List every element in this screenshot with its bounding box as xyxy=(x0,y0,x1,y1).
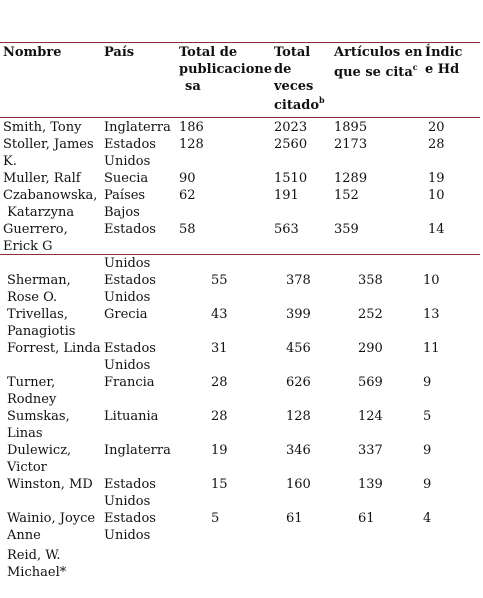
author-country-cont: Unidos xyxy=(104,494,151,509)
citing-articles: 2173 xyxy=(334,137,368,152)
total-publications: 15 xyxy=(211,477,228,492)
total-citations: 563 xyxy=(274,222,299,237)
h-index: 19 xyxy=(428,171,445,186)
total-publications: 55 xyxy=(211,273,228,288)
author-name: Dulewicz, xyxy=(7,443,72,458)
author-country-cont: Unidos xyxy=(104,358,151,373)
total-citations: 2560 xyxy=(274,137,308,152)
citing-articles: 124 xyxy=(358,409,383,424)
total-publications: 128 xyxy=(179,137,204,152)
h-index: 10 xyxy=(428,188,445,203)
author-name: Sherman, xyxy=(7,273,71,288)
author-name-cont: Victor xyxy=(7,460,47,475)
author-name: Trivellas, xyxy=(7,307,68,322)
header-country: País xyxy=(104,45,135,60)
footnote-c-marker: c xyxy=(412,62,418,72)
author-name: Muller, Ralf xyxy=(3,171,81,186)
header-hindex-2: e Hd xyxy=(425,62,460,77)
author-country: Inglaterra xyxy=(104,443,171,458)
total-publications: 90 xyxy=(179,171,196,186)
h-index: 9 xyxy=(423,375,432,390)
header-name: Nombre xyxy=(3,45,62,60)
total-publications: 62 xyxy=(179,188,196,203)
author-name-cont: Rodney xyxy=(7,392,57,407)
author-country: Estados xyxy=(104,511,156,526)
total-publications: 28 xyxy=(211,409,228,424)
author-name: Smith, Tony xyxy=(3,120,82,135)
author-country: Lituania xyxy=(104,409,159,424)
total-publications: 5 xyxy=(211,511,220,526)
author-country-cont: Unidos xyxy=(104,290,151,305)
total-citations: 2023 xyxy=(274,120,308,135)
total-publications: 58 xyxy=(179,222,196,237)
trailing-name-1: Reid, W. xyxy=(7,548,61,563)
citing-articles: 359 xyxy=(334,222,359,237)
header-hindex-1: Índic xyxy=(425,45,463,60)
author-country-cont: Unidos xyxy=(104,528,151,543)
author-name: Guerrero, xyxy=(3,222,68,237)
author-country: Francia xyxy=(104,375,155,390)
h-index: 20 xyxy=(428,120,445,135)
author-country-cont: Unidos xyxy=(104,154,151,169)
trailing-name-2: Michael* xyxy=(7,565,67,580)
header-publications-2: publicacione xyxy=(179,62,273,77)
header-articles-2 xyxy=(334,64,418,81)
h-index: 10 xyxy=(423,273,440,288)
author-country-cont: Unidos xyxy=(104,256,151,271)
header-publications-1: Total de xyxy=(179,45,238,60)
header-articles-2-text: que se cita xyxy=(334,65,413,80)
total-citations: 378 xyxy=(286,273,311,288)
table-top-rule xyxy=(0,42,480,43)
author-country: Estados xyxy=(104,477,156,492)
total-citations: 456 xyxy=(286,341,311,356)
h-index: 9 xyxy=(423,443,432,458)
author-name: Sumskas, xyxy=(7,409,70,424)
citing-articles: 152 xyxy=(334,188,359,203)
total-publications: 31 xyxy=(211,341,228,356)
author-name: Czabanowska, xyxy=(3,188,98,203)
author-country: Países xyxy=(104,188,146,203)
author-country: Estados xyxy=(104,273,156,288)
author-name-cont: Anne xyxy=(7,528,41,543)
citing-articles: 139 xyxy=(358,477,383,492)
author-name-cont: Rose O. xyxy=(7,290,58,305)
header-publications-3: sa xyxy=(185,79,201,94)
citing-articles: 61 xyxy=(358,511,375,526)
header-cited-4 xyxy=(274,97,325,114)
total-citations: 626 xyxy=(286,375,311,390)
footnote-b-marker: b xyxy=(319,95,325,105)
total-citations: 346 xyxy=(286,443,311,458)
total-citations: 128 xyxy=(286,409,311,424)
author-name: Wainio, Joyce xyxy=(7,511,96,526)
author-name: Stoller, James xyxy=(3,137,94,152)
header-cited-2: de xyxy=(274,62,292,77)
total-citations: 61 xyxy=(286,511,303,526)
author-country-cont: Bajos xyxy=(104,205,140,220)
header-cited-3: veces xyxy=(274,79,314,94)
total-citations: 160 xyxy=(286,477,311,492)
author-country: Inglaterra xyxy=(104,120,171,135)
author-country: Suecia xyxy=(104,171,149,186)
h-index: 4 xyxy=(423,511,432,526)
total-publications: 43 xyxy=(211,307,228,322)
author-name: Turner, xyxy=(7,375,56,390)
h-index: 9 xyxy=(423,477,432,492)
h-index: 14 xyxy=(428,222,445,237)
citing-articles: 569 xyxy=(358,375,383,390)
author-name: Winston, MD xyxy=(7,477,93,492)
author-country: Estados xyxy=(104,137,156,152)
citing-articles: 252 xyxy=(358,307,383,322)
h-index: 11 xyxy=(423,341,440,356)
author-name-cont: Linas xyxy=(7,426,43,441)
total-citations: 1510 xyxy=(274,171,308,186)
header-cited-4-text: citado xyxy=(274,98,320,113)
header-articles-1: Artículos en xyxy=(334,45,423,60)
section-divider-rule xyxy=(0,254,480,255)
total-citations: 399 xyxy=(286,307,311,322)
author-name: Forrest, Linda xyxy=(7,341,101,356)
total-citations: 191 xyxy=(274,188,299,203)
citing-articles: 1289 xyxy=(334,171,368,186)
total-publications: 28 xyxy=(211,375,228,390)
h-index: 13 xyxy=(423,307,440,322)
total-publications: 19 xyxy=(211,443,228,458)
citing-articles: 337 xyxy=(358,443,383,458)
author-name-cont: Panagiotis xyxy=(7,324,76,339)
header-cited-1: Total xyxy=(274,45,311,60)
author-country: Estados xyxy=(104,222,156,237)
total-publications: 186 xyxy=(179,120,204,135)
citing-articles: 290 xyxy=(358,341,383,356)
citing-articles: 1895 xyxy=(334,120,368,135)
author-country: Grecia xyxy=(104,307,148,322)
author-name-cont: Erick G xyxy=(3,239,53,254)
citing-articles: 358 xyxy=(358,273,383,288)
header-bottom-rule xyxy=(0,117,480,118)
h-index: 5 xyxy=(423,409,432,424)
author-country: Estados xyxy=(104,341,156,356)
author-name-cont: K. xyxy=(3,154,17,169)
author-name-cont: Katarzyna xyxy=(3,205,75,220)
h-index: 28 xyxy=(428,137,445,152)
